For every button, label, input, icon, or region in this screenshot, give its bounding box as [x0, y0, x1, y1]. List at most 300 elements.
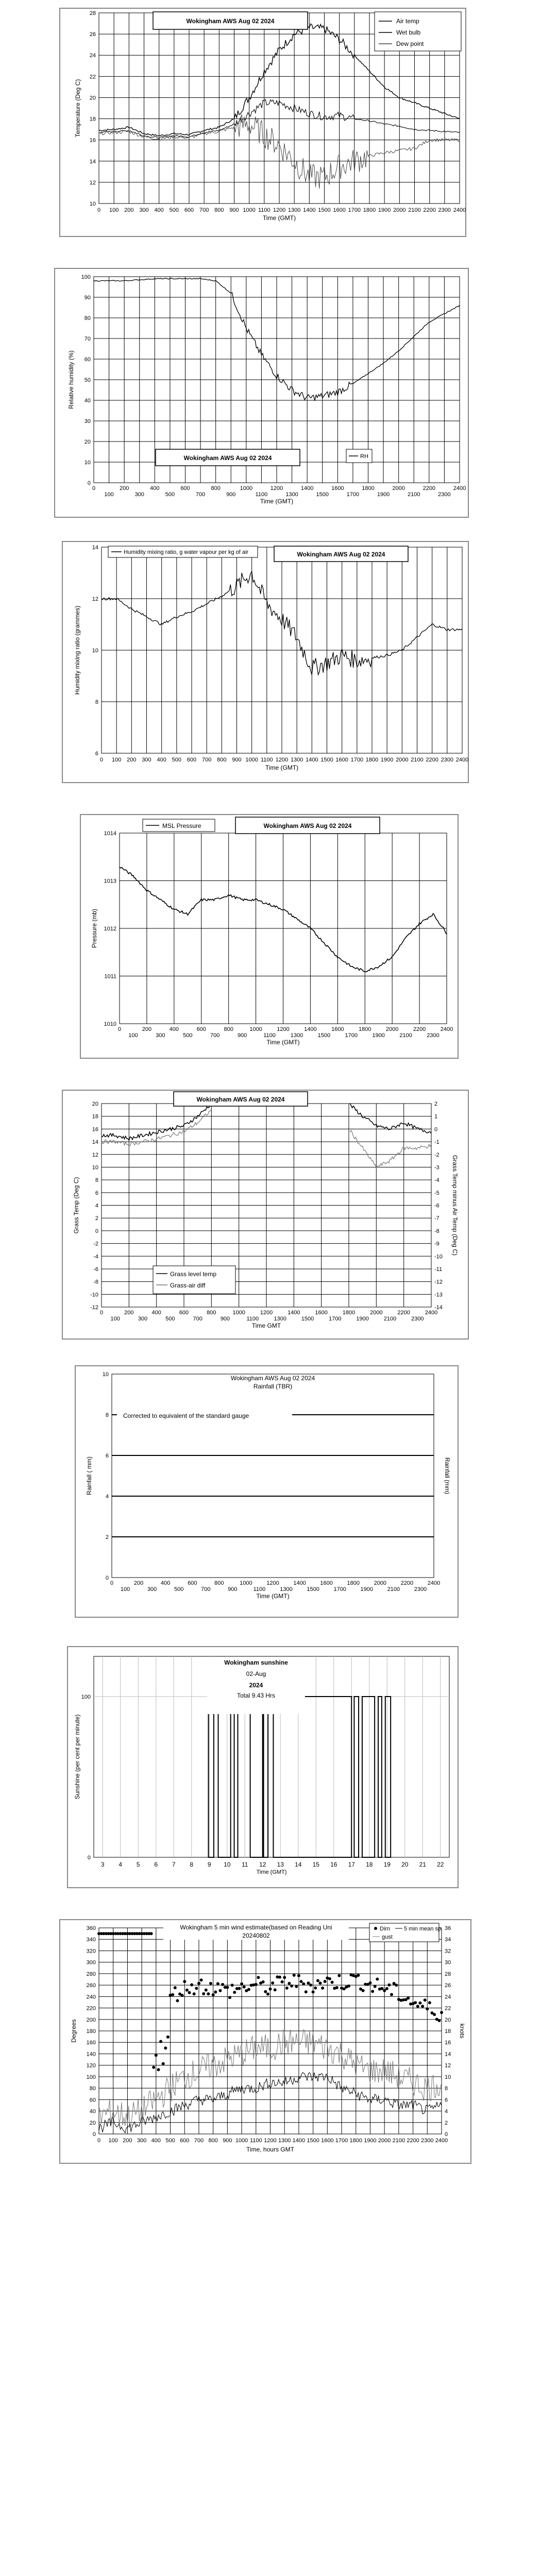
rain-x-tick-top: 200	[133, 1580, 144, 1586]
rh-x-tick-bottom: 1100	[255, 492, 268, 498]
wind-dir-point	[155, 2054, 158, 2057]
wind-dir-point	[347, 1985, 350, 1988]
mix-x-tick: 1000	[245, 757, 258, 763]
pres-x-tick-top: 1000	[249, 1026, 262, 1032]
mix-x-tick: 600	[187, 757, 197, 763]
pres-x-tick-top: 600	[196, 1026, 206, 1032]
grass-x-tick-top: 2200	[397, 1310, 410, 1316]
mix-x-tick: 200	[127, 757, 137, 763]
wind-y-tick: 100	[86, 2074, 96, 2080]
temp-legend-label: Air temp	[396, 18, 419, 25]
rain-x-tick-bottom: 1700	[333, 1586, 346, 1592]
grass-x-tick-bottom: 300	[138, 1316, 148, 1322]
wind-dir-point	[219, 1989, 222, 1992]
wind-x-tick: 1200	[264, 2138, 277, 2144]
mix-legend-label: Humidity mixing ratio, g water vapour per kg of air	[124, 549, 249, 555]
temp-y-tick: 18	[89, 116, 96, 123]
wind-x-tick: 300	[137, 2138, 147, 2144]
temp-x-tick: 1400	[303, 207, 316, 213]
grass-y2-tick: -11	[434, 1266, 443, 1273]
rain-y-tick: 8	[105, 1412, 109, 1418]
wind-x-tick: 2000	[378, 2138, 391, 2144]
pres-x-tick-top: 0	[117, 1026, 122, 1032]
wind-dir-point	[328, 1977, 331, 1980]
grass-x-tick-bottom: 700	[193, 1316, 202, 1322]
rain-y-tick: 2	[105, 1534, 109, 1540]
rain-y-tick: 10	[102, 1371, 109, 1378]
grass-x-tick-top: 2400	[425, 1310, 438, 1316]
temp-x-tick: 1000	[243, 207, 256, 213]
sun-total: Total 9.43 Hrs	[236, 1692, 276, 1699]
wind-y-tick: 280	[86, 1971, 96, 1977]
pres-x-tick-top: 2400	[440, 1026, 453, 1032]
rh-x-label: Time (GMT)	[260, 498, 294, 505]
wind-dir-point	[243, 1986, 246, 1989]
wind-dir-point	[269, 1988, 272, 1991]
mix-x-tick: 2400	[455, 757, 469, 763]
wind-y2-tick: 18	[445, 2028, 451, 2035]
pres-y-tick: 1010	[104, 1021, 116, 1027]
grass-x-tick-bottom: 900	[220, 1316, 230, 1322]
wind-dir-point	[190, 1984, 193, 1987]
grass-y2-tick: -3	[434, 1164, 439, 1171]
mix-y-tick: 14	[92, 545, 98, 551]
wind-dir-point	[202, 1992, 205, 1995]
mix-y-tick: 10	[92, 648, 98, 654]
grass-y-tick: 20	[92, 1101, 98, 1107]
sunshine-plot	[68, 1647, 458, 1887]
mix-y-tick: 8	[95, 699, 98, 705]
grass-temp-plot	[63, 1091, 468, 1338]
rh-x-tick-bottom: 500	[165, 492, 175, 498]
grass-temp-chart	[62, 1090, 469, 1340]
wind-dir-point	[164, 2046, 167, 2049]
wind-x-tick: 1000	[235, 2138, 248, 2144]
wind-x-tick: 1700	[335, 2138, 348, 2144]
wind-dir-point	[324, 1980, 327, 1983]
sun-x-tick: 12	[259, 1861, 266, 1868]
wind-dir-point	[255, 1983, 258, 1986]
grass-x-tick-top: 1000	[232, 1310, 245, 1316]
rain-y-label: Rainfall ( mm)	[86, 1456, 93, 1495]
sun-x-tick: 19	[383, 1861, 391, 1868]
mix-x-tick: 2200	[426, 757, 438, 763]
grass-x-tick-bottom: 2100	[383, 1316, 397, 1322]
wind-y2-tick: 36	[445, 1925, 451, 1931]
wind-y-tick: 20	[89, 2120, 96, 2126]
temp-x-tick: 1300	[288, 207, 301, 213]
mix-x-tick: 2100	[411, 757, 424, 763]
wind-dir-point	[302, 1982, 305, 1986]
rh-legend-label: RH	[360, 453, 368, 460]
rain-x-tick-top: 2400	[427, 1580, 441, 1586]
wind-y-tick: 0	[92, 2131, 96, 2138]
grass-x-tick-top: 2000	[370, 1310, 383, 1316]
rh-x-tick-top: 400	[150, 485, 160, 492]
pres-y-tick: 1011	[104, 973, 116, 980]
rain-x-label: Time (GMT)	[256, 1592, 290, 1600]
mix-x-tick: 800	[217, 757, 227, 763]
grass-x-tick-top: 1600	[315, 1310, 328, 1316]
temp-x-tick: 1500	[318, 207, 331, 213]
rain-x-tick-bottom: 2100	[387, 1586, 400, 1592]
wind-plot	[60, 1920, 470, 2163]
rain-y2-label: Rainfall (mm)	[444, 1457, 451, 1495]
rain-y-tick: 6	[105, 1453, 109, 1459]
rain-x-tick-top: 1600	[320, 1580, 333, 1586]
temp-y-tick: 22	[89, 74, 96, 80]
rh-x-tick-bottom: 1500	[316, 492, 329, 498]
wind-dir-point	[185, 1989, 189, 1992]
wind-dir-point	[369, 1981, 372, 1985]
temp-x-tick: 500	[169, 207, 179, 213]
wind-x-tick: 1600	[321, 2138, 334, 2144]
wind-y2-tick: 24	[445, 1994, 451, 2001]
rh-y-tick: 80	[84, 315, 91, 321]
rain-subtitle: Rainfall (TBR)	[253, 1383, 293, 1390]
mix-x-label: Time (GMT)	[265, 764, 299, 771]
wind-dir-point	[231, 1984, 234, 1987]
mix-y-tick: 12	[92, 596, 98, 602]
grass-y-tick: 2	[95, 1215, 98, 1222]
wind-dir-point	[426, 2007, 429, 2010]
wind-legend-label: Dirn	[380, 1926, 391, 1932]
grass-y2-tick: -5	[434, 1190, 439, 1196]
grass-y2-tick: -12	[434, 1279, 443, 1285]
pres-title: Wokingham AWS Aug 02 2024	[263, 822, 352, 829]
grass-x-tick-top: 800	[207, 1310, 216, 1316]
grass-y-tick: 6	[95, 1190, 98, 1196]
temp-y-tick: 16	[89, 137, 96, 144]
mix-x-tick: 1700	[350, 757, 364, 763]
temp-x-tick: 2400	[453, 207, 466, 213]
mix-x-tick: 1300	[290, 757, 303, 763]
wind-y2-tick: 20	[445, 2016, 451, 2023]
pres-legend-label: MSL Pressure	[162, 822, 201, 829]
temp-x-tick: 400	[154, 207, 164, 213]
rain-x-tick-top: 0	[110, 1580, 114, 1586]
wind-dir-point	[183, 1980, 186, 1983]
wind-y-label: Degrees	[70, 2019, 77, 2043]
grass-y2-tick: -8	[434, 1228, 439, 1234]
wind-dir-point	[152, 2066, 155, 2069]
rain-x-tick-bottom: 1300	[280, 1586, 293, 1592]
rh-x-tick-bottom: 100	[104, 492, 114, 498]
rh-x-tick-bottom: 900	[226, 492, 236, 498]
grass-x-tick-top: 200	[124, 1310, 134, 1316]
wind-dir-point	[212, 1993, 215, 1996]
pres-y-label: Pressure (mb)	[91, 908, 98, 948]
rh-y-label: Relative humidity (%)	[67, 350, 75, 409]
grass-y2-tick: -10	[434, 1253, 443, 1260]
wind-dir-point	[314, 1987, 317, 1990]
temp-y-tick: 24	[89, 53, 96, 59]
wind-dir-point	[266, 1993, 269, 1996]
rh-x-tick-bottom: 1900	[377, 492, 390, 498]
rh-y-tick: 30	[84, 418, 91, 425]
wind-dir-point	[407, 1996, 410, 1999]
temp-y-tick: 20	[89, 95, 96, 101]
wind-dir-point	[321, 1987, 324, 1990]
wind-dir-point	[176, 1999, 179, 2002]
sun-x-tick: 5	[136, 1861, 140, 1868]
sun-x-tick: 14	[295, 1861, 302, 1868]
pres-x-tick-bottom: 500	[183, 1032, 193, 1039]
sun-x-tick: 10	[224, 1861, 231, 1868]
pres-x-tick-bottom: 100	[128, 1032, 138, 1039]
temperature-chart	[59, 8, 466, 237]
wind-dir-point	[283, 1976, 286, 1979]
wind-dir-point	[331, 1981, 334, 1984]
wind-dir-point	[414, 2001, 417, 2004]
sun-x-tick: 16	[330, 1861, 337, 1868]
rh-x-tick-top: 2200	[422, 485, 436, 492]
wind-dir-point	[195, 1987, 198, 1990]
wind-dir-point	[376, 1978, 379, 1981]
sun-date: 02-Aug	[246, 1670, 266, 1677]
mix-x-tick: 300	[142, 757, 151, 763]
pres-x-tick-bottom: 2100	[399, 1032, 412, 1039]
wind-y2-tick: 32	[445, 1948, 451, 1955]
sun-x-tick: 17	[348, 1861, 355, 1868]
mix-x-tick: 1400	[306, 757, 318, 763]
grass-x-tick-bottom: 1300	[274, 1316, 286, 1322]
wind-dir-point	[309, 1984, 312, 1987]
grass-x-tick-top: 1800	[342, 1310, 356, 1316]
rain-x-tick-top: 2000	[374, 1580, 387, 1586]
sun-x-tick: 18	[366, 1861, 373, 1868]
pressure-plot	[81, 815, 458, 1058]
wind-y2-tick: 2	[445, 2120, 448, 2126]
grass-y-tick: 14	[92, 1139, 98, 1146]
sun-x-label: Time (GMT)	[256, 1869, 287, 1875]
wind-date: 20240802	[242, 1932, 270, 1939]
wind-x-tick: 900	[223, 2138, 232, 2144]
temp-x-tick: 1700	[348, 207, 361, 213]
wind-y-tick: 120	[86, 2062, 96, 2069]
wind-y2-tick: 4	[445, 2108, 448, 2115]
wind-y2-tick: 12	[445, 2062, 451, 2069]
rainfall-plot	[76, 1366, 458, 1617]
sunshine-chart	[67, 1646, 459, 1888]
pres-x-tick-bottom: 1900	[372, 1032, 385, 1039]
grass-x-tick-bottom: 1500	[301, 1316, 314, 1322]
mixing-ratio-plot	[63, 542, 468, 782]
grass-y2-tick: 1	[434, 1113, 438, 1120]
grass-y-tick: -6	[93, 1266, 98, 1273]
pres-x-tick-bottom: 1700	[345, 1032, 358, 1039]
wind-dir-point	[209, 1982, 212, 1985]
pres-x-tick-top: 1200	[277, 1026, 290, 1032]
wind-legend-label: 5 min mean sp	[404, 1926, 442, 1932]
grass-y2-tick: -7	[434, 1215, 439, 1222]
mix-y-label: Humidity mixing ratio (grammes)	[74, 605, 81, 695]
wind-dir-point	[159, 2040, 162, 2043]
grass-x-tick-bottom: 1900	[356, 1316, 369, 1322]
rh-y-tick: 0	[87, 480, 91, 486]
pres-x-tick-top: 400	[169, 1026, 179, 1032]
wind-dir-point	[181, 1994, 184, 1997]
grass-x-tick-top: 400	[151, 1310, 161, 1316]
temp-x-tick: 1200	[273, 207, 286, 213]
wind-x-tick: 1400	[292, 2138, 306, 2144]
wind-dir-point	[312, 1990, 315, 1993]
temp-x-tick: 1900	[378, 207, 391, 213]
wind-dir-point	[166, 2036, 170, 2039]
grass-y-tick: 10	[92, 1164, 98, 1171]
wind-y-tick: 200	[86, 2016, 96, 2023]
wind-y-tick: 60	[89, 2097, 96, 2104]
sun-x-tick: 13	[277, 1861, 284, 1868]
wind-dir-point	[390, 1993, 393, 1996]
sun-y-tick: 0	[87, 1855, 91, 1861]
rh-x-tick-top: 1400	[300, 485, 314, 492]
wind-dir-point	[288, 1982, 291, 1985]
mix-x-tick: 1600	[335, 757, 348, 763]
rh-x-tick-bottom: 1300	[285, 492, 298, 498]
rh-x-tick-bottom: 1700	[346, 492, 360, 498]
wind-y-tick: 180	[86, 2028, 96, 2035]
pres-x-tick-top: 2200	[413, 1026, 426, 1032]
wind-y-tick: 340	[86, 1937, 96, 1943]
rain-y-tick: 4	[105, 1494, 109, 1500]
temp-x-tick: 1600	[333, 207, 346, 213]
wind-x-tick: 400	[151, 2138, 161, 2144]
wind-dir-point	[290, 1985, 293, 1988]
grass-y-label: Grass Temp (Deg C)	[73, 1177, 80, 1234]
wind-dir-point	[357, 1974, 360, 1977]
wind-title: Wokingham 5 min wind estimate(based on Reading Uni	[180, 1924, 332, 1931]
wind-dir-point	[305, 1990, 308, 1993]
rh-x-tick-bottom: 300	[134, 492, 144, 498]
wind-x-tick: 700	[194, 2138, 204, 2144]
rain-x-tick-top: 2200	[400, 1580, 414, 1586]
pres-x-tick-bottom: 700	[210, 1032, 220, 1039]
rain-x-tick-bottom: 1100	[253, 1586, 266, 1592]
sun-x-tick: 11	[242, 1861, 248, 1868]
grass-y-tick: 18	[92, 1113, 98, 1120]
wind-x-tick: 200	[123, 2138, 132, 2144]
sun-x-tick: 9	[207, 1861, 211, 1868]
grass-y-tick: -10	[90, 1292, 98, 1298]
mix-y-tick: 6	[95, 751, 98, 757]
pressure-chart	[80, 814, 459, 1059]
rh-y-tick: 70	[84, 336, 91, 342]
wind-dir-point	[383, 1989, 386, 1992]
wind-y2-tick: 0	[445, 2131, 448, 2138]
wind-y-tick: 360	[86, 1925, 96, 1931]
grass-y-tick: -4	[93, 1253, 98, 1260]
pres-y-tick: 1014	[104, 831, 116, 837]
wind-x-tick: 100	[108, 2138, 118, 2144]
wind-y-tick: 140	[86, 2051, 96, 2058]
wind-dir-point	[433, 2013, 436, 2016]
wind-y2-tick: 8	[445, 2086, 448, 2092]
rh-x-tick-top: 200	[119, 485, 129, 492]
rain-x-tick-top: 800	[214, 1580, 224, 1586]
mix-x-tick: 2300	[441, 757, 454, 763]
sun-x-tick: 6	[154, 1861, 158, 1868]
temp-legend-label: Wet bulb	[396, 29, 421, 36]
temp-x-tick: 1800	[363, 207, 376, 213]
wind-dir-point	[385, 1987, 388, 1990]
temp-legend-label: Dew point	[396, 40, 424, 47]
wind-dir-point	[300, 1980, 303, 1983]
temp-y-tick: 10	[89, 201, 96, 207]
sun-x-tick: 15	[312, 1861, 319, 1868]
wind-x-tick: 2100	[392, 2138, 405, 2144]
rain-note: Corrected to equivalent of the standard gauge	[123, 1412, 249, 1419]
wind-dir-point	[362, 1989, 365, 1992]
wind-dir-point	[281, 1980, 284, 1984]
wind-y2-tick: 34	[445, 1937, 451, 1943]
temp-x-tick: 700	[199, 207, 209, 213]
rain-x-tick-top: 1400	[293, 1580, 306, 1586]
wind-legend-label: gust	[382, 1934, 393, 1940]
grass-x-tick-bottom: 100	[110, 1316, 120, 1322]
wind-y2-tick: 16	[445, 2040, 451, 2046]
rh-x-tick-top: 1800	[362, 485, 375, 492]
wind-y-tick: 240	[86, 1994, 96, 2001]
wind-dir-point	[171, 1993, 174, 1996]
wind-y-tick: 220	[86, 2005, 96, 2012]
grass-y-tick: 4	[95, 1202, 98, 1209]
sun-x-tick: 3	[100, 1861, 105, 1868]
sun-x-tick: 22	[437, 1861, 444, 1868]
pres-x-tick-bottom: 1500	[317, 1032, 331, 1039]
rh-x-tick-top: 0	[92, 485, 96, 492]
wind-dir-point	[247, 1988, 250, 1991]
wind-dir-point	[274, 1988, 277, 1991]
rain-x-tick-top: 1200	[266, 1580, 279, 1586]
grass-y-tick: 16	[92, 1126, 98, 1133]
wind-dir-point	[440, 2011, 443, 2014]
rain-x-tick-bottom: 900	[228, 1586, 238, 1592]
wind-dir-point	[238, 1987, 241, 1990]
wind-dir-point	[371, 1990, 374, 1993]
rh-y-tick: 40	[84, 398, 91, 404]
wind-dir-point	[421, 2005, 424, 2008]
temp-x-tick: 600	[184, 207, 194, 213]
wind-x-tick: 500	[165, 2138, 175, 2144]
wind-y2-tick: 28	[445, 1971, 451, 1977]
temp-y-label: Temperature (Deg C)	[74, 79, 81, 138]
wind-y2-tick: 30	[445, 1959, 451, 1966]
grass-y-tick: -12	[90, 1304, 98, 1311]
rh-x-tick-top: 2400	[453, 485, 466, 492]
wind-y2-tick: 10	[445, 2074, 451, 2080]
pres-x-tick-top: 1600	[331, 1026, 344, 1032]
wind-dir-point	[240, 1982, 243, 1986]
rain-x-tick-bottom: 500	[174, 1586, 184, 1592]
temp-x-tick: 2200	[423, 207, 436, 213]
grass-y2-tick: -4	[434, 1177, 439, 1184]
pres-x-tick-bottom: 1100	[263, 1032, 276, 1039]
mix-x-tick: 1500	[320, 757, 333, 763]
pres-x-tick-top: 2000	[385, 1026, 399, 1032]
sun-y-label: Sunshine (per cent per minute)	[74, 1714, 81, 1800]
temp-x-label: Time (GMT)	[262, 214, 296, 222]
wind-x-tick: 0	[97, 2138, 101, 2144]
wind-y2-tick: 6	[445, 2097, 448, 2104]
temp-x-tick: 800	[214, 207, 224, 213]
wind-y-tick: 80	[89, 2086, 96, 2092]
rh-y-tick: 10	[84, 460, 91, 466]
humidity-plot	[55, 269, 468, 517]
sun-year: 2024	[249, 1682, 263, 1689]
mix-x-tick: 1800	[365, 757, 379, 763]
wind-dir-point	[381, 1987, 384, 1990]
